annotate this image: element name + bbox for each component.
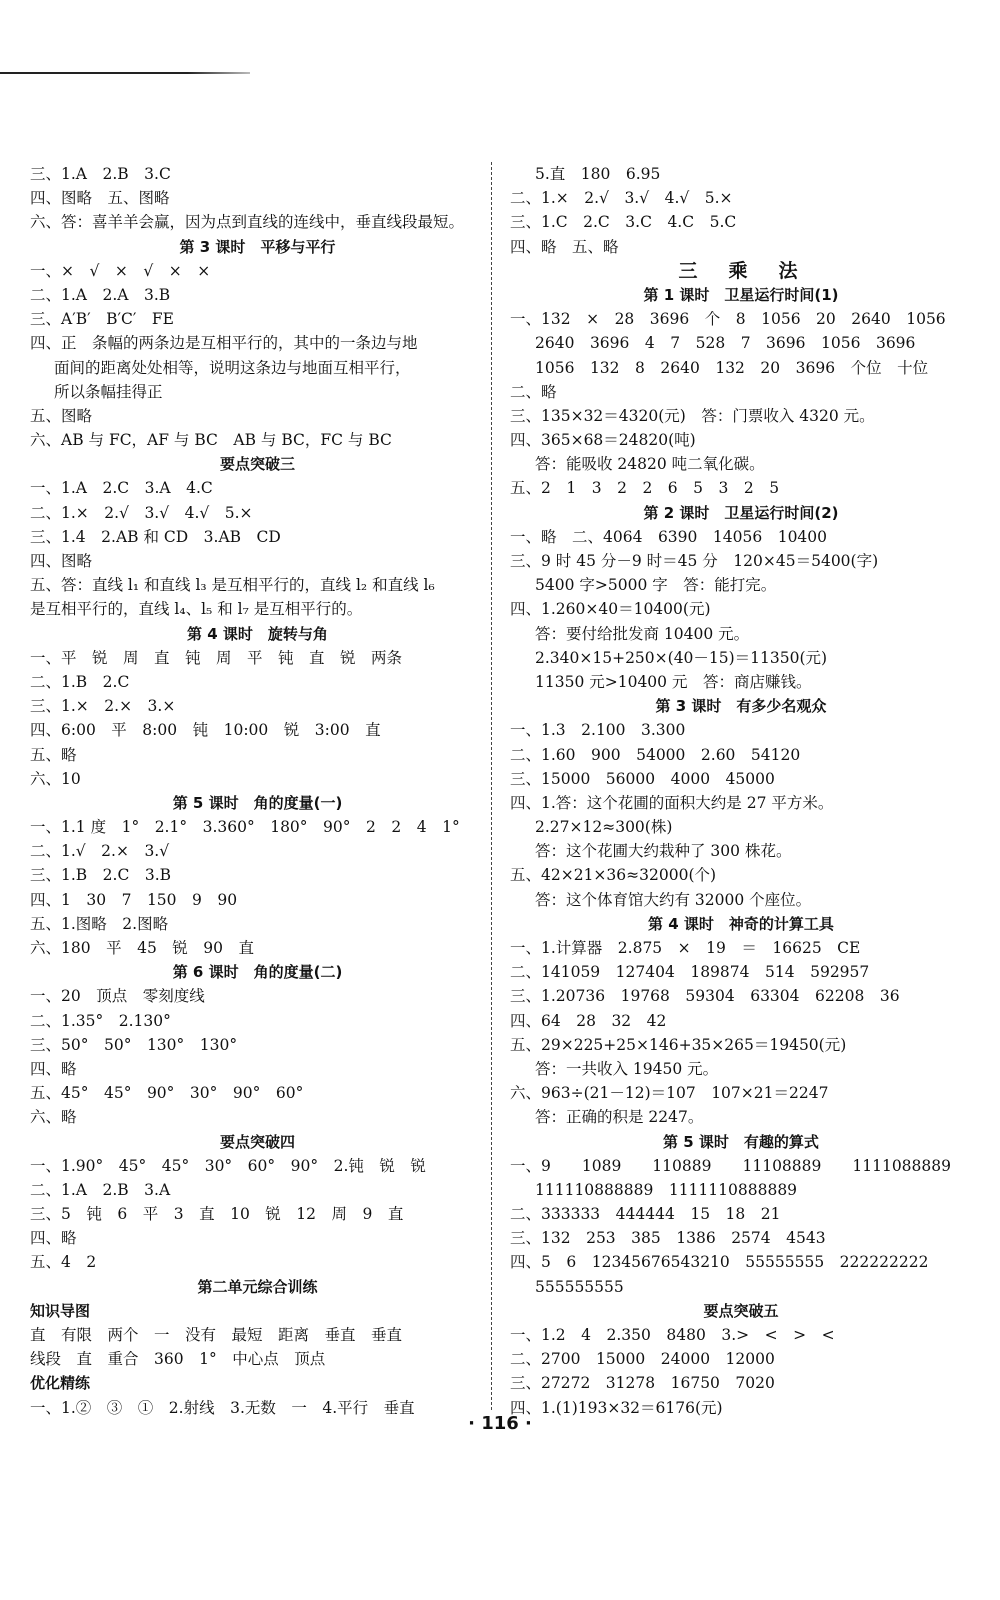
answer-line: 一、1.1 度 1° 2.1° 3.360° 180° 90° 2 2 4 1° [30,818,460,837]
section-heading: 第 5 课时 角的度量(一) [172,793,343,812]
answer-line: 一、1.90° 45° 45° 30° 60° 90° 2.钝 锐 锐 [30,1156,426,1175]
answer-line: 三、A′B′ B′C′ FE [30,310,174,329]
answer-line: 二、1.35° 2.130° [30,1011,171,1030]
column-divider [491,162,492,1410]
section-heading: 三 乘 法 [678,259,804,282]
answer-line: 五、4 2 [30,1253,97,1272]
answer-line: 111110888889 1111110888889 [535,1180,798,1199]
answer-line: 一、1.2 4 2.350 8480 3.> < > < [510,1326,835,1344]
answer-line: 四、1.(1)193×32＝6176(元) [510,1398,723,1417]
answer-line: 答：这个花圃大约栽种了 300 株花。 [535,842,792,861]
answer-line: 四、略 [30,1229,77,1248]
answer-line: 五、图略 [30,406,93,425]
answer-line: 六、略 [30,1108,77,1127]
answer-line: 答：一共收入 19450 元。 [535,1059,719,1078]
section-heading: 要点突破四 [219,1132,295,1151]
answer-line: 一、× √ × √ × × [30,261,211,280]
answer-line: 2.27×12≈300(株) [535,818,673,837]
answer-line: 三、27272 31278 16750 7020 [510,1374,775,1393]
answer-line: 五、1.图略 2.图略 [30,914,169,933]
answer-line: 六、答：喜羊羊会赢，因为点到直线的连线中，垂直线段最短。 [30,213,465,232]
answer-line: 答：正确的积是 2247。 [535,1108,704,1127]
answer-line: 三、135×32＝4320(元) 答：门票收入 4320 元。 [510,406,875,425]
answer-line: 二、1.× 2.√ 3.√ 4.√ 5.× [30,503,253,522]
answer-line: 三、1.B 2.C 3.B [30,866,172,885]
answer-line: 五、2 1 3 2 2 6 5 3 2 5 [510,479,780,498]
answer-line: 四、图略 五、图略 [30,189,170,208]
answer-line: 二、1.B 2.C [30,672,130,691]
subsection-label: 知识导图 [30,1301,91,1320]
answer-line: 三、132 253 385 1386 2574 4543 [510,1229,826,1248]
answer-line: 一、1.计算器 2.875 × 19 ＝ 16625 CE [510,939,861,957]
section-heading: 第 1 课时 卫星运行时间(1) [643,285,839,304]
answer-line: 所以条幅挂得正 [54,382,163,401]
answer-line: 二、1.A 2.B 3.A [30,1180,171,1199]
section-heading: 要点突破三 [219,455,295,474]
answer-line: 三、15000 56000 4000 45000 [510,769,775,788]
answer-line: 六、180 平 45 锐 90 直 [30,939,255,957]
answer-line: 三、9 时 45 分－9 时＝45 分 120×45＝5400(字) [510,552,879,570]
answer-line: 一、1.② ③ ① 2.射线 3.无数 一 4.平行 垂直 [30,1398,415,1417]
answer-line: 一、1.3 2.100 3.300 [510,721,686,740]
answer-line: 四、365×68＝24820(吨) [510,431,696,450]
answer-line: 六、963÷(21－12)＝107 107×21＝2247 [510,1084,829,1103]
answer-line: 五、29×225+25×146+35×265＝19450(元) [510,1035,847,1054]
answer-line: 一、1.A 2.C 3.A 4.C [30,479,213,498]
answer-line: 六、10 [30,769,81,788]
answer-line: 1056 132 8 2640 132 20 3696 个位 十位 [535,358,929,377]
section-heading: 第二单元综合训练 [197,1277,318,1296]
answer-line: 三、1.× 2.× 3.× [30,697,176,716]
answer-line: 线段 直 重合 360 1° 中心点 顶点 [30,1350,326,1369]
answer-line: 二、1.× 2.√ 3.√ 4.√ 5.× [510,189,733,208]
page-number: · 116 · [468,1413,532,1434]
answer-line: 二、1.√ 2.× 3.√ [30,842,170,861]
section-heading: 第 5 课时 有趣的算式 [663,1132,819,1151]
answer-line: 面间的距离处处相等，说明这条边与地面互相平行， [54,358,411,377]
answer-line: 五、42×21×36≈32000(个) [510,866,717,885]
answer-line: 一、平 锐 周 直 钝 周 平 钝 直 锐 两条 [30,648,403,667]
section-heading: 要点突破五 [703,1301,779,1320]
section-heading: 第 2 课时 卫星运行时间(2) [643,503,839,522]
answer-line: 是互相平行的，直线 l₄、l₅ 和 l₇ 是互相平行的。 [30,600,363,619]
section-heading: 第 3 课时 有多少名观众 [655,697,827,716]
answer-line: 直 有限 两个 一 没有 最短 距离 垂直 垂直 [30,1326,403,1344]
answer-line: 一、略 二、4064 6390 14056 10400 [510,527,828,546]
answer-line: 二、略 [510,382,557,401]
answer-line: 答：要付给批发商 10400 元。 [535,624,750,643]
answer-line: 一、132 × 28 3696 个 8 1056 20 2640 1056 [510,310,946,329]
watermark-logo [790,1480,990,1590]
answer-line: 二、2700 15000 24000 12000 [510,1350,775,1369]
answer-line: 三、5 钝 6 平 3 直 10 锐 12 周 9 直 [30,1205,404,1224]
answer-line: 一、9 1089 110889 11108889 1111088889 [510,1156,951,1175]
answer-line: 答：能吸收 24820 吨二氧化碳。 [535,455,765,474]
section-heading: 第 4 课时 旋转与角 [187,624,328,643]
answer-line: 四、1 30 7 150 9 90 [30,890,238,909]
answer-line: 5400 字>5000 字 答：能打完。 [535,576,777,595]
section-heading: 第 4 课时 神奇的计算工具 [648,914,834,933]
answer-line: 2640 3696 4 7 528 7 3696 1056 3696 [535,334,916,353]
subsection-label: 优化精练 [30,1374,91,1393]
answer-line: 三、1.A 2.B 3.C [30,165,171,183]
answer-line: 四、64 28 32 42 [510,1011,667,1030]
answer-line: 四、图略 [30,552,93,570]
answer-line: 四、1.答：这个花圃的面积大约是 27 平方米。 [510,793,834,812]
answer-line: 三、1.4 2.AB 和 CD 3.AB CD [30,527,281,546]
section-heading: 第 3 课时 平移与平行 [179,237,336,256]
answer-line: 三、1.C 2.C 3.C 4.C 5.C [510,213,737,232]
answer-line: 四、正 条幅的两条边是互相平行的，其中的一条边与地 [30,334,418,353]
answer-line: 四、6:00 平 8:00 钝 10:00 锐 3:00 直 [30,721,381,740]
answer-line: 三、50° 50° 130° 130° [30,1035,238,1054]
top-rule [0,72,250,74]
answer-line: 5.直 180 6.95 [535,165,661,183]
right-column [510,162,972,1420]
section-heading: 第 6 课时 角的度量(二) [172,963,343,982]
answer-line: 2.340×15+250×(40－15)＝11350(元) [535,648,828,667]
answer-line: 二、1.A 2.A 3.B [30,285,171,304]
answer-line: 11350 元>10400 元 答：商店赚钱。 [535,672,812,691]
answer-line: 一、20 顶点 零刻度线 [30,987,205,1006]
answer-line: 四、略 [30,1059,77,1078]
answer-line: 四、5 6 12345676543210 55555555 222222222 [510,1253,929,1272]
answer-line: 六、AB 与 FC，AF 与 BC AB 与 BC，FC 与 BC [30,431,392,450]
answer-line: 555555555 [535,1277,624,1296]
answer-line: 四、1.260×40＝10400(元) [510,600,711,619]
answer-line: 五、45° 45° 90° 30° 90° 60° [30,1084,304,1103]
answer-line: 二、333333 444444 15 18 21 [510,1205,781,1224]
answer-line: 二、1.60 900 54000 2.60 54120 [510,745,801,764]
answer-line: 四、略 五、略 [510,237,619,256]
answer-line: 二、141059 127404 189874 514 592957 [510,963,870,982]
answer-line: 三、1.20736 19768 59304 63304 62208 36 [510,987,900,1006]
answer-line: 答：这个体育馆大约有 32000 个座位。 [535,890,812,909]
left-column [30,162,485,1420]
answer-line: 五、略 [30,745,77,764]
answer-line: 五、答：直线 l₁ 和直线 l₃ 是互相平行的，直线 l₂ 和直线 l₆ [30,576,435,595]
